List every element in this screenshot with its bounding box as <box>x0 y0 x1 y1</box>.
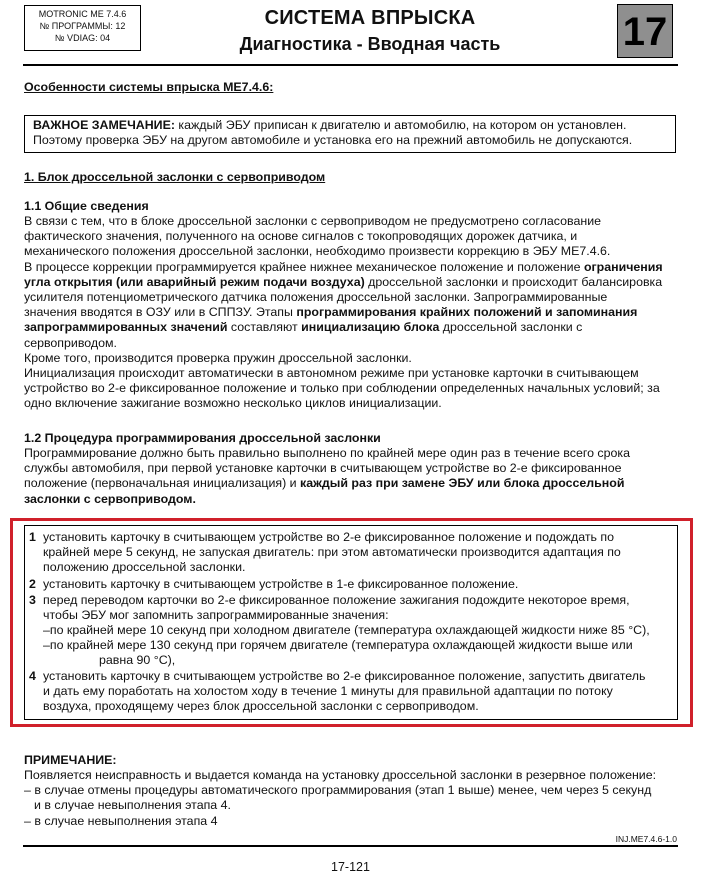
header-info-box <box>24 5 141 51</box>
section-title: Особенности системы впрыска ME7.4.6: <box>24 80 274 94</box>
note-title: ПРИМЕЧАНИЕ: <box>24 753 117 767</box>
note-text: Появляется неисправность и выдается команда на установку дроссельной заслонки в резервное положение: – в случае отмены процедуры автоматического программирования (этап 1 выше) менее, чем через 5 секунд и в случае невыполнения этапа 4. – в случае невыполнения этапа 4 <box>24 768 657 828</box>
footer-divider <box>23 845 678 847</box>
engine-system-label: MOTRONIC ME 7.4.6 <box>38 9 127 19</box>
notice-line-2: Поэтому проверка ЭБУ на другом автомобиле и установка его на прежний автомобиль не допускаются. <box>33 133 633 148</box>
program-number-label: № ПРОГРАММЫ: 12 <box>39 21 126 31</box>
chapter-number-badge: 17 <box>617 4 673 58</box>
document-code: INJ.ME7.4.6-1.0 <box>615 834 677 844</box>
subsection-1-2-title: 1.2 Процедура программирования дроссельной заслонки <box>24 431 381 445</box>
notice-label: ВАЖНОЕ ЗАМЕЧАНИЕ: <box>33 118 175 132</box>
notice-line-1: ВАЖНОЕ ЗАМЕЧАНИЕ: каждый ЭБУ приписан к двигателю и автомобилю, на котором он установлен. <box>33 118 627 132</box>
document-title: СИСТЕМА ВПРЫСКА <box>264 7 476 29</box>
vdiag-number-label: № VDIAG: 04 <box>54 33 111 43</box>
important-notice-box <box>24 115 676 153</box>
subsection-1-1-text: В связи с тем, что в блоке дроссельной заслонки с сервоприводом не предусмотрено согласование фактического значения, полученного на основе сигналов с токопроводящих дорожек датчика, и механического положения дроссельной заслонки, необходимо произвести коррекцию в ЭБУ ME7.4.6. В процессе коррекции программируется крайнее нижнее механическое положение и положение ограничения угла открытия (или аварийный режим подачи воздуха) дроссельной заслонки и происходит балансировка усилителя потенциометрического датчика положения дроссельной заслонки. Запрограммированные значения вводятся в ОЗУ или в СППЗУ. Этапы программирования крайних положений и запоминания запрограммированных значений составляют инициализацию блока дроссельной заслонки с сервоприводом. Кроме того, производится проверка пружин дроссельной заслонки. Инициализация происходит автоматически в автономном режиме при установке карточки в считывающем устройство во 2-е фиксированное положение и только при соблюдении определенных начальных условий; за одно включение зажигание возможно несколько циклов инициализации. <box>24 214 663 411</box>
document-subtitle: Диагностика - Вводная часть <box>239 34 501 54</box>
part1-title: 1. Блок дроссельной заслонки с сервоприводом <box>24 170 326 184</box>
subsection-1-2-text: Программирование должно быть правильно выполнено по крайней мере один раз в течение всего срока службы автомобиля, при первой установке карточки в считывающем устройстве во 2-е фиксированное положение (первоначальная инициализация) и каждый раз при замене ЭБУ или блока дроссельной заслонки с сервоприводом. <box>24 446 630 506</box>
page-number: 17-121 <box>331 860 370 874</box>
subsection-1-1-title: 1.1 Общие сведения <box>24 199 149 213</box>
header-divider <box>23 64 678 66</box>
